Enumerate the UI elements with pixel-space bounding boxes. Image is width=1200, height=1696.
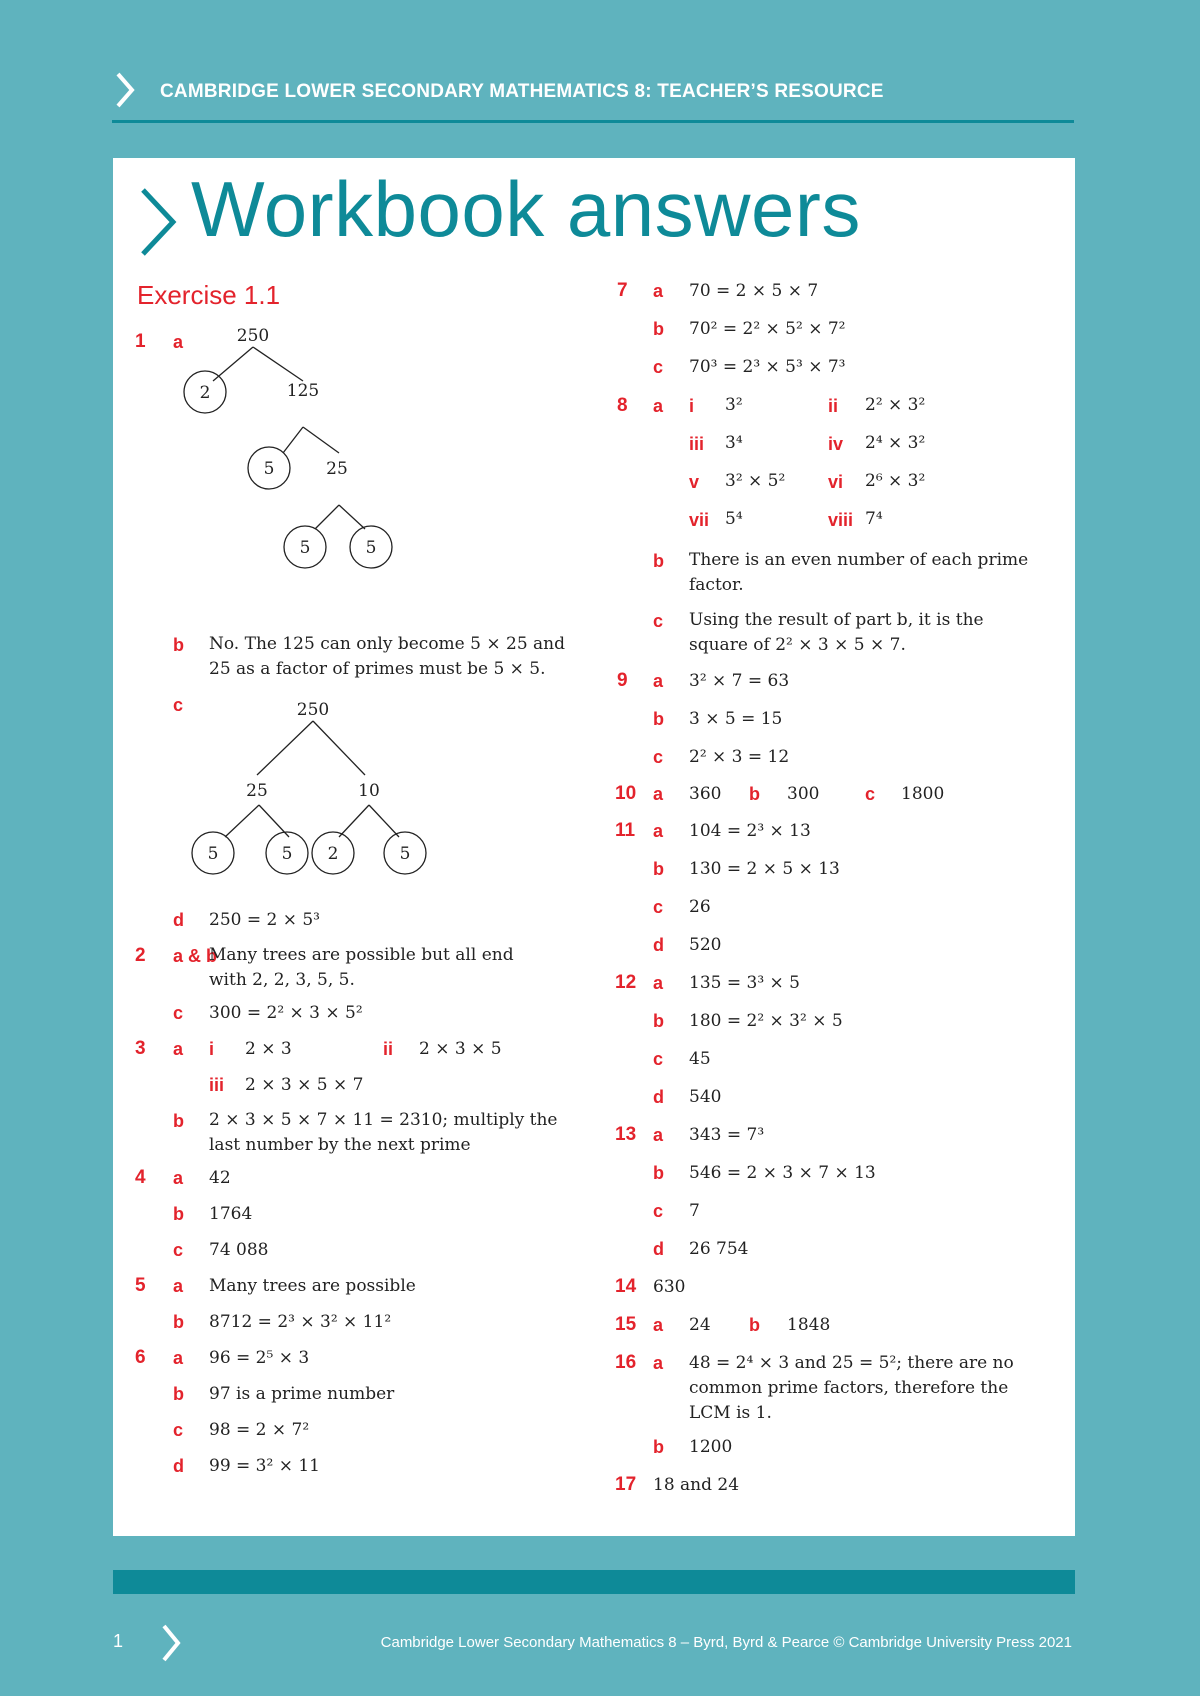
part-label: b [749,1315,760,1335]
part-label: a [653,1315,664,1335]
part-label: b [653,1163,664,1183]
part-label: c [173,1240,184,1260]
answer-text: 343 = 7³ [689,1125,765,1145]
answer-text: 546 = 2 × 3 × 7 × 13 [689,1163,876,1183]
part-label: d [653,935,664,955]
part-label: b [173,635,184,655]
answer-text: 3² [725,395,743,415]
tree-node: 5 [299,538,311,558]
answer-text: 99 = 3² × 11 [209,1456,320,1476]
answer-text: 7 [689,1201,700,1221]
part-label: b [749,784,760,804]
part-label: c [173,1420,184,1440]
question-number: 5 [135,1275,146,1296]
part-label: a [653,671,664,691]
question-number: 17 [615,1474,637,1495]
tree-node: 5 [281,844,293,864]
answer-text: 8712 = 2³ × 3² × 11² [209,1312,392,1332]
answer-text: 3 × 5 = 15 [689,709,783,729]
question-number: 2 [135,945,146,966]
question-number: 10 [615,783,637,804]
answer-text: 5⁴ [725,509,743,529]
part-label: i [689,396,695,416]
question-number: 16 [615,1352,637,1373]
part-label: b [653,319,664,339]
answer-text: 2² × 3² [865,395,926,415]
part-label: c [865,784,876,804]
answer-text: 3² × 7 = 63 [689,671,790,691]
answer-text: 3² × 5² [725,471,786,491]
part-label: b [173,1312,184,1332]
part-label: viii [828,510,854,530]
answer-text: 42 [209,1168,231,1188]
footer-copyright: Cambridge Lower Secondary Mathematics 8 – Byrd, Byrd & Pearce © Cambridge University Press 2021 [380,1634,1072,1651]
part-label: v [689,472,700,492]
part-label: iii [209,1075,225,1095]
question-number: 4 [135,1167,146,1188]
part-label: b [653,709,664,729]
part-label: a [173,332,184,352]
part-label: vii [689,510,710,530]
part-label: b [173,1204,184,1224]
answer-panel [113,158,1075,1536]
answer-text: 24 [689,1315,711,1335]
running-header [112,70,1074,123]
tree-node: 250 [296,700,330,720]
tree-node: 2 [199,383,211,403]
answer-text: 70 = 2 × 5 × 7 [689,281,819,301]
answer-text: There is an even number of each prime factor. [689,550,1029,595]
answer-text: 74 088 [209,1240,269,1260]
factor-tree-1c [173,695,573,905]
question-number: 14 [615,1276,637,1297]
part-label: b [653,859,664,879]
part-label: a [173,1276,184,1296]
exercise-heading: Exercise 1.1 [137,280,281,310]
answer-text: 26 [689,897,711,917]
part-label: i [209,1039,215,1059]
answer-text: 135 = 3³ × 5 [689,973,800,993]
tree-node: 25 [326,459,348,479]
question-number: 1 [135,331,146,352]
part-label: a [173,1039,184,1059]
part-label: a [653,821,664,841]
part-label: b [173,1384,184,1404]
answer-text: 540 [689,1087,722,1107]
answer-body: Many trees are possible but all end with 2, 2, 3, 5, 5. [209,945,514,990]
tree-node: 25 [246,781,268,801]
part-label: a [653,973,664,993]
answer-text: 1200 [689,1437,733,1457]
part-label: b [173,1111,184,1131]
part-label: iii [689,434,705,454]
question-number: 6 [135,1347,146,1368]
part-label: a [173,1168,184,1188]
part-label: c [653,897,664,917]
answer-text: 1800 [901,784,945,804]
answer-text: 3⁴ [725,433,743,453]
answer-text: 26 754 [689,1239,749,1259]
tree-node: 250 [236,326,270,346]
part-label: a [653,1125,664,1145]
answer-text: Many trees are possible [209,1276,416,1296]
question-number: 13 [615,1124,637,1145]
page-number: 1 [113,1631,124,1651]
part-label: c [653,611,664,631]
chevron-right-icon [158,1622,184,1664]
answer-text: 45 [689,1049,711,1069]
footer-bar [113,1570,1075,1594]
answer-text: 104 = 2³ × 13 [689,821,811,841]
answer-text: 1764 [209,1204,253,1224]
part-label: c [653,357,664,377]
part-label: c [173,695,184,715]
answer-text: 96 = 2⁵ × 3 [209,1348,310,1368]
answer-text: 1848 [787,1315,831,1335]
part-label: d [653,1087,664,1107]
part-label: ii [383,1039,394,1059]
answer-text: 2 × 3 × 5 × 7 × 11 = 2310; multiply the last number by the next prime [209,1110,558,1155]
answer-text: 7⁴ [865,509,883,529]
part-label: b [653,551,664,571]
part-label: d [173,1456,184,1476]
part-label: a [653,1353,664,1373]
part-label: a [653,281,664,301]
tree-node: 5 [365,538,377,558]
part-label: d [653,1239,664,1259]
answer-text: 48 = 2⁴ × 3 and 25 = 5²; there are no common prime factors, therefore the LCM is 1. [689,1353,1014,1423]
part-label: a & b [173,946,218,966]
part-label: a [653,784,664,804]
part-label: ii [828,396,839,416]
answer-text: 2 × 3 × 5 × 7 [245,1075,364,1095]
tree-node: 5 [399,844,411,864]
question-number: 9 [617,670,628,691]
chevron-right-icon [133,184,183,260]
part-label: vi [828,472,844,492]
answer-text: 2⁴ × 3² [865,433,926,453]
answer-text [209,943,554,993]
chevron-right-icon [112,70,138,110]
question-number: 11 [615,820,636,841]
answer-text: 630 [653,1277,686,1297]
tree-node: 10 [358,781,380,801]
part-label: a [173,1348,184,1368]
tree-node: 5 [207,844,219,864]
answer-text: 130 = 2 × 5 × 13 [689,859,840,879]
tree-node: 2 [327,844,339,864]
answer-text: 2 × 3 [245,1039,292,1059]
part-label: b [653,1437,664,1457]
part-label: iv [828,434,844,454]
answer-text: 2² × 3 = 12 [689,747,790,767]
answer-text: No. The 125 can only become 5 × 25 and 25 as a factor of primes must be 5 × 5. [209,634,566,679]
part-label: d [173,910,184,930]
part-label: c [173,1003,184,1023]
answer-text: 300 = 2² × 3 × 5² [209,1003,363,1023]
answer-text: 250 = 2 × 5³ [209,910,320,930]
answer-text: 2⁶ × 3² [865,471,926,491]
part-label: c [653,747,664,767]
question-number: 12 [615,972,637,993]
answer-text: 98 = 2 × 7² [209,1420,310,1440]
question-number: 3 [135,1038,146,1059]
factor-tree-1a [173,323,573,583]
tree-node: 5 [263,459,275,479]
part-label: a [653,396,664,416]
answer-text: 520 [689,935,722,955]
page-title: Workbook answers [191,165,861,253]
answer-text: 360 [689,784,722,804]
tree-node: 125 [286,381,320,401]
answer-text: 97 is a prime number [209,1384,395,1404]
answer-text: 300 [787,784,820,804]
question-number: 8 [617,395,628,416]
part-label: c [653,1049,664,1069]
answer-text: 2 × 3 × 5 [419,1039,502,1059]
answer-text: 70³ = 2³ × 5³ × 7³ [689,357,846,377]
question-number: 15 [615,1314,637,1335]
question-number: 7 [617,280,628,301]
answer-text: 18 and 24 [653,1475,740,1495]
part-label: c [653,1201,664,1221]
answer-text: 70² = 2² × 5² × 7² [689,319,846,339]
answer-text: 180 = 2² × 3² × 5 [689,1011,843,1031]
part-label: b [653,1011,664,1031]
header-title: CAMBRIDGE LOWER SECONDARY MATHEMATICS 8: TEACHER’S RESOURCE [160,81,884,102]
answer-text: Using the result of part b, it is the square of 2² × 3 × 5 × 7. [689,610,984,655]
